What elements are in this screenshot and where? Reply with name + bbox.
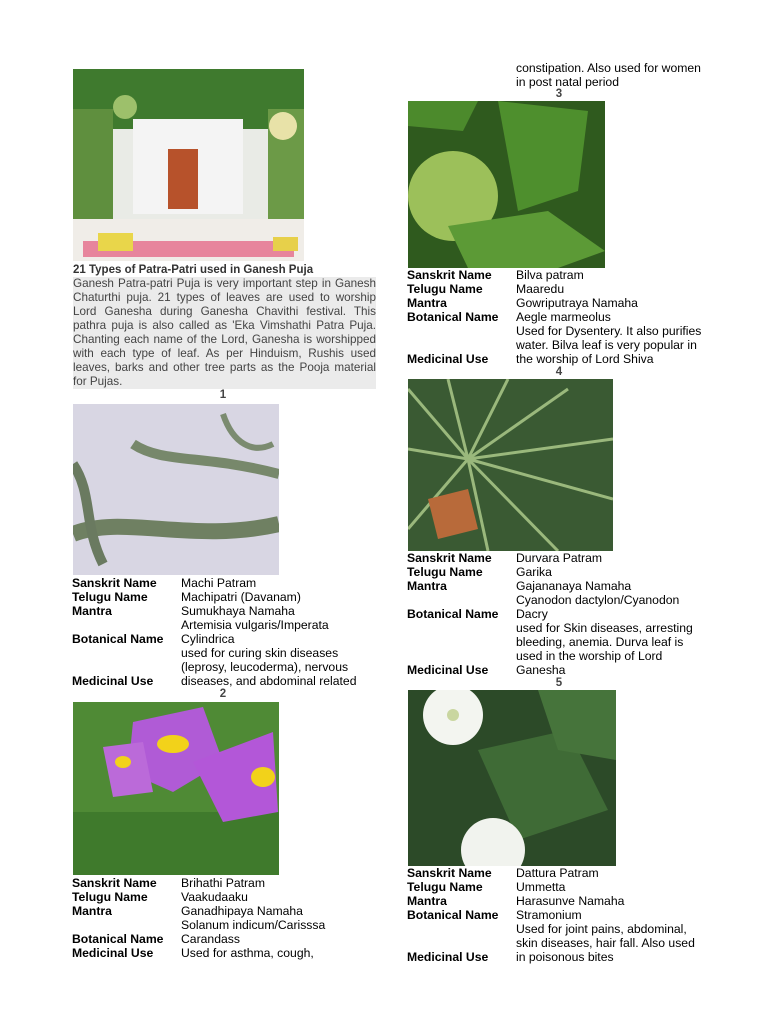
sanskrit-name-label: Sanskrit Name [407,866,492,880]
mantra-value: Gajananaya Namaha [516,579,632,593]
medicinal-use-line: in poisonous bites [516,950,614,964]
entry-number: 3 [555,88,563,100]
telugu-name-label: Telugu Name [407,282,483,296]
brihathi-patram-photo [73,702,279,875]
telugu-name-label: Telugu Name [407,880,483,894]
medicinal-use-label: Medicinal Use [407,950,489,964]
medicinal-use-label: Medicinal Use [407,352,489,366]
mantra-label: Mantra [407,579,447,593]
botanical-name-line: Cylindrica [181,632,235,646]
continued-line: in post natal period [516,75,619,89]
page-title: 21 Types of Patra-Patri used in Ganesh Puja [73,264,314,276]
medicinal-use-line: used in the worship of Lord [516,649,663,663]
entry-number: 5 [555,677,563,689]
medicinal-use-line: Used for asthma, cough, [181,946,314,960]
medicinal-use-line: the worship of Lord Shiva [516,352,654,366]
entry-5-details [407,866,747,964]
medicinal-use-line: Used for joint pains, abdominal, [516,922,687,936]
mantra-value: Ganadhipaya Namaha [181,904,303,918]
intro-paragraph: Ganesh Patra-patri Puja is very important step in Ganesh Chaturthi puja. 21 types of leaves are used to worship Lord Ganesha during Ganesha Chavithi festival. This pathra puja is also called as 'Eka Vimshathi Patra Puja. Chanting each name of the Lord, Ganesha is worshipped with each type of leaf. As per Hinduism, Rushis used leaves, barks and other tree parts as the Pooja material for Pujas. [73,277,376,388]
botanical-name-label: Botanical Name [407,607,499,621]
medicinal-use-line: Used for Dysentery. It also purifies [516,324,702,338]
telugu-name-label: Telugu Name [72,890,148,904]
botanical-name-line: Stramonium [516,908,582,922]
durvara-patram-photo [408,379,613,551]
entry-number: 1 [219,389,227,401]
sanskrit-name-label: Sanskrit Name [407,551,492,565]
botanical-name-line: Artemisia vulgaris/Imperata [181,618,329,632]
sanskrit-name-value: Bilva patram [516,268,584,282]
botanical-name-label: Botanical Name [72,932,164,946]
medicinal-use-line: Ganesha [516,663,566,677]
mantra-value: Harasunve Namaha [516,894,625,908]
medicinal-use-line: used for curing skin diseases [181,646,339,660]
telugu-name-label: Telugu Name [407,565,483,579]
sanskrit-name-value: Brihathi Patram [181,876,265,890]
sanskrit-name-label: Sanskrit Name [407,268,492,282]
dattura-patram-photo [408,690,616,866]
telugu-name-label: Telugu Name [72,590,148,604]
telugu-name-value: Vaakudaaku [181,890,248,904]
entry-2-details [72,876,382,960]
botanical-name-line: Carandass [181,932,240,946]
continued-line: constipation. Also used for women [516,61,701,75]
mantra-value: Sumukhaya Namaha [181,604,295,618]
telugu-name-value: Maaredu [516,282,565,296]
botanical-name-line: Dacry [516,607,548,621]
bilva-patram-photo [408,101,605,268]
botanical-name-line: Cyanodon dactylon/Cyanodon [516,593,680,607]
botanical-name-label: Botanical Name [407,908,499,922]
sanskrit-name-label: Sanskrit Name [72,876,157,890]
entry-4-details [407,551,747,677]
entry-number: 4 [555,366,563,378]
telugu-name-value: Machipatri (Davanam) [181,590,301,604]
botanical-name-label: Botanical Name [407,310,499,324]
medicinal-use-line: water. Bilva leaf is very popular in [516,338,697,352]
entry-1-details [72,576,382,688]
medicinal-use-line: diseases, and abdominal related [181,674,357,688]
sanskrit-name-value: Machi Patram [181,576,257,590]
mantra-label: Mantra [72,604,112,618]
botanical-name-label: Botanical Name [72,632,164,646]
entry-number: 2 [219,688,227,700]
mantra-label: Mantra [407,894,447,908]
medicinal-use-label: Medicinal Use [407,663,489,677]
continued-text [516,61,736,89]
sanskrit-name-label: Sanskrit Name [72,576,157,590]
mantra-value: Gowriputraya Namaha [516,296,638,310]
entry-3-details [407,268,747,366]
medicinal-use-line: skin diseases, hair fall. Also used [516,936,695,950]
medicinal-use-line: bleeding, anemia. Durva leaf is [516,635,684,649]
telugu-name-value: Garika [516,565,552,579]
botanical-name-line: Solanum indicum/Carisssa [181,918,326,932]
medicinal-use-label: Medicinal Use [72,946,154,960]
sanskrit-name-value: Durvara Patram [516,551,603,565]
medicinal-use-line: used for Skin diseases, arresting [516,621,693,635]
sanskrit-name-value: Dattura Patram [516,866,599,880]
telugu-name-value: Ummetta [516,880,566,894]
medicinal-use-line: (leprosy, leucoderma), nervous [181,660,349,674]
machi-patram-photo [73,404,279,575]
ganesh-puja-photo [73,69,304,261]
mantra-label: Mantra [72,904,112,918]
mantra-label: Mantra [407,296,447,310]
medicinal-use-label: Medicinal Use [72,674,154,688]
botanical-name-line: Aegle marmeolus [516,310,611,324]
